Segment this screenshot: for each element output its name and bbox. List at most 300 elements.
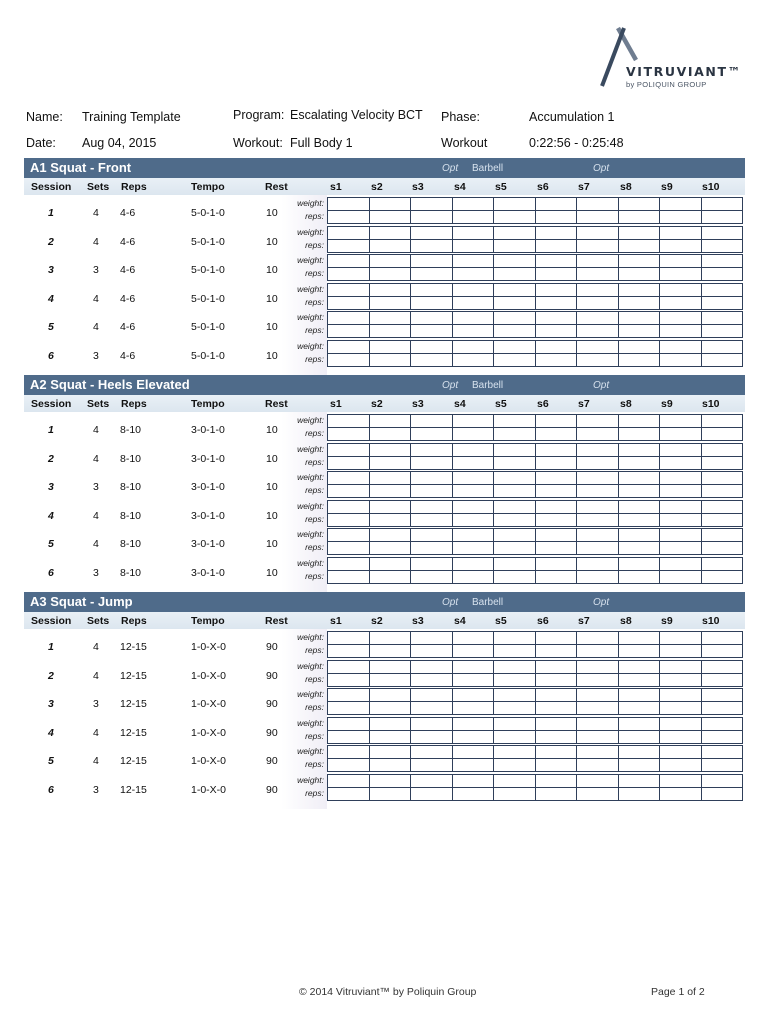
weight-input-cell[interactable]	[369, 774, 411, 787]
weight-input-cell[interactable]	[577, 500, 619, 513]
reps-input-cell[interactable]	[701, 353, 743, 366]
reps-input-cell[interactable]	[701, 759, 743, 772]
reps-input-cell[interactable]	[618, 542, 660, 555]
weight-input-cell[interactable]	[577, 198, 619, 211]
weight-input-cell[interactable]	[452, 255, 494, 268]
weight-input-cell[interactable]	[369, 312, 411, 325]
reps-input-cell[interactable]	[411, 268, 453, 281]
reps-input-cell[interactable]	[660, 673, 702, 686]
weight-input-cell[interactable]	[618, 312, 660, 325]
reps-input-cell[interactable]	[494, 542, 536, 555]
weight-input-cell[interactable]	[618, 774, 660, 787]
weight-input-cell[interactable]	[494, 443, 536, 456]
weight-input-cell[interactable]	[618, 255, 660, 268]
weight-input-cell[interactable]	[660, 500, 702, 513]
weight-input-cell[interactable]	[411, 283, 453, 296]
reps-input-cell[interactable]	[660, 268, 702, 281]
reps-input-cell[interactable]	[660, 353, 702, 366]
reps-input-cell[interactable]	[494, 645, 536, 658]
weight-input-cell[interactable]	[452, 283, 494, 296]
reps-input-cell[interactable]	[369, 702, 411, 715]
reps-input-cell[interactable]	[452, 211, 494, 224]
reps-input-cell[interactable]	[701, 513, 743, 526]
reps-input-cell[interactable]	[577, 702, 619, 715]
weight-input-cell[interactable]	[494, 717, 536, 730]
reps-input-cell[interactable]	[577, 239, 619, 252]
weight-input-cell[interactable]	[535, 557, 577, 570]
reps-input-cell[interactable]	[411, 353, 453, 366]
weight-input-cell[interactable]	[411, 198, 453, 211]
weight-input-cell[interactable]	[411, 472, 453, 485]
reps-input-cell[interactable]	[660, 456, 702, 469]
weight-input-cell[interactable]	[660, 529, 702, 542]
weight-input-cell[interactable]	[577, 717, 619, 730]
weight-input-cell[interactable]	[452, 415, 494, 428]
reps-input-cell[interactable]	[535, 645, 577, 658]
reps-input-cell[interactable]	[494, 485, 536, 498]
reps-input-cell[interactable]	[411, 759, 453, 772]
reps-input-cell[interactable]	[701, 211, 743, 224]
weight-input-cell[interactable]	[618, 415, 660, 428]
reps-input-cell[interactable]	[411, 428, 453, 441]
reps-input-cell[interactable]	[701, 325, 743, 338]
weight-input-cell[interactable]	[577, 472, 619, 485]
weight-input-cell[interactable]	[411, 529, 453, 542]
weight-input-cell[interactable]	[660, 557, 702, 570]
reps-input-cell[interactable]	[411, 485, 453, 498]
weight-input-cell[interactable]	[452, 443, 494, 456]
reps-input-cell[interactable]	[618, 325, 660, 338]
weight-input-cell[interactable]	[660, 632, 702, 645]
weight-input-cell[interactable]	[660, 198, 702, 211]
reps-input-cell[interactable]	[328, 268, 370, 281]
weight-input-cell[interactable]	[577, 255, 619, 268]
weight-input-cell[interactable]	[452, 632, 494, 645]
weight-input-cell[interactable]	[701, 415, 743, 428]
weight-input-cell[interactable]	[452, 557, 494, 570]
weight-input-cell[interactable]	[328, 774, 370, 787]
reps-input-cell[interactable]	[369, 211, 411, 224]
reps-input-cell[interactable]	[452, 673, 494, 686]
weight-input-cell[interactable]	[494, 746, 536, 759]
weight-input-cell[interactable]	[328, 529, 370, 542]
weight-input-cell[interactable]	[452, 198, 494, 211]
reps-input-cell[interactable]	[618, 702, 660, 715]
reps-input-cell[interactable]	[618, 673, 660, 686]
reps-input-cell[interactable]	[411, 645, 453, 658]
weight-input-cell[interactable]	[577, 340, 619, 353]
weight-input-cell[interactable]	[577, 312, 619, 325]
weight-input-cell[interactable]	[494, 557, 536, 570]
weight-input-cell[interactable]	[411, 340, 453, 353]
weight-input-cell[interactable]	[660, 472, 702, 485]
reps-input-cell[interactable]	[452, 645, 494, 658]
reps-input-cell[interactable]	[535, 353, 577, 366]
weight-input-cell[interactable]	[701, 255, 743, 268]
weight-input-cell[interactable]	[494, 500, 536, 513]
weight-input-cell[interactable]	[494, 774, 536, 787]
weight-input-cell[interactable]	[535, 717, 577, 730]
weight-input-cell[interactable]	[494, 255, 536, 268]
weight-input-cell[interactable]	[411, 255, 453, 268]
weight-input-cell[interactable]	[494, 472, 536, 485]
weight-input-cell[interactable]	[660, 226, 702, 239]
reps-input-cell[interactable]	[328, 239, 370, 252]
reps-input-cell[interactable]	[618, 485, 660, 498]
weight-input-cell[interactable]	[328, 283, 370, 296]
reps-input-cell[interactable]	[577, 456, 619, 469]
reps-input-cell[interactable]	[618, 268, 660, 281]
weight-input-cell[interactable]	[660, 340, 702, 353]
reps-input-cell[interactable]	[577, 730, 619, 743]
reps-input-cell[interactable]	[494, 513, 536, 526]
reps-input-cell[interactable]	[452, 759, 494, 772]
reps-input-cell[interactable]	[535, 428, 577, 441]
weight-input-cell[interactable]	[411, 415, 453, 428]
reps-input-cell[interactable]	[494, 268, 536, 281]
reps-input-cell[interactable]	[369, 325, 411, 338]
reps-input-cell[interactable]	[660, 428, 702, 441]
weight-input-cell[interactable]	[328, 717, 370, 730]
weight-input-cell[interactable]	[369, 500, 411, 513]
reps-input-cell[interactable]	[452, 730, 494, 743]
reps-input-cell[interactable]	[535, 570, 577, 583]
weight-input-cell[interactable]	[660, 689, 702, 702]
weight-input-cell[interactable]	[369, 557, 411, 570]
weight-input-cell[interactable]	[535, 415, 577, 428]
reps-input-cell[interactable]	[494, 456, 536, 469]
weight-input-cell[interactable]	[577, 529, 619, 542]
reps-input-cell[interactable]	[701, 730, 743, 743]
reps-input-cell[interactable]	[701, 645, 743, 658]
reps-input-cell[interactable]	[411, 673, 453, 686]
reps-input-cell[interactable]	[618, 730, 660, 743]
reps-input-cell[interactable]	[535, 513, 577, 526]
reps-input-cell[interactable]	[452, 702, 494, 715]
weight-input-cell[interactable]	[452, 500, 494, 513]
weight-input-cell[interactable]	[660, 312, 702, 325]
reps-input-cell[interactable]	[328, 456, 370, 469]
weight-input-cell[interactable]	[494, 312, 536, 325]
weight-input-cell[interactable]	[494, 529, 536, 542]
reps-input-cell[interactable]	[701, 787, 743, 800]
reps-input-cell[interactable]	[701, 485, 743, 498]
weight-input-cell[interactable]	[701, 312, 743, 325]
weight-input-cell[interactable]	[660, 443, 702, 456]
weight-input-cell[interactable]	[701, 557, 743, 570]
weight-input-cell[interactable]	[577, 689, 619, 702]
weight-input-cell[interactable]	[701, 717, 743, 730]
weight-input-cell[interactable]	[701, 529, 743, 542]
weight-input-cell[interactable]	[328, 632, 370, 645]
reps-input-cell[interactable]	[369, 673, 411, 686]
reps-input-cell[interactable]	[660, 485, 702, 498]
reps-input-cell[interactable]	[618, 456, 660, 469]
reps-input-cell[interactable]	[328, 673, 370, 686]
reps-input-cell[interactable]	[328, 759, 370, 772]
weight-input-cell[interactable]	[701, 774, 743, 787]
reps-input-cell[interactable]	[369, 513, 411, 526]
reps-input-cell[interactable]	[369, 268, 411, 281]
weight-input-cell[interactable]	[369, 340, 411, 353]
weight-input-cell[interactable]	[328, 226, 370, 239]
weight-input-cell[interactable]	[660, 283, 702, 296]
reps-input-cell[interactable]	[535, 485, 577, 498]
weight-input-cell[interactable]	[411, 226, 453, 239]
weight-input-cell[interactable]	[411, 443, 453, 456]
weight-input-cell[interactable]	[328, 500, 370, 513]
reps-input-cell[interactable]	[577, 787, 619, 800]
reps-input-cell[interactable]	[411, 730, 453, 743]
reps-input-cell[interactable]	[452, 325, 494, 338]
weight-input-cell[interactable]	[328, 312, 370, 325]
weight-input-cell[interactable]	[411, 312, 453, 325]
reps-input-cell[interactable]	[577, 353, 619, 366]
reps-input-cell[interactable]	[328, 353, 370, 366]
reps-input-cell[interactable]	[618, 211, 660, 224]
weight-input-cell[interactable]	[328, 689, 370, 702]
weight-input-cell[interactable]	[452, 226, 494, 239]
reps-input-cell[interactable]	[660, 645, 702, 658]
reps-input-cell[interactable]	[452, 268, 494, 281]
reps-input-cell[interactable]	[369, 570, 411, 583]
weight-input-cell[interactable]	[369, 283, 411, 296]
reps-input-cell[interactable]	[660, 702, 702, 715]
weight-input-cell[interactable]	[535, 255, 577, 268]
weight-input-cell[interactable]	[328, 557, 370, 570]
weight-input-cell[interactable]	[660, 255, 702, 268]
weight-input-cell[interactable]	[701, 660, 743, 673]
reps-input-cell[interactable]	[660, 296, 702, 309]
reps-input-cell[interactable]	[701, 456, 743, 469]
weight-input-cell[interactable]	[618, 472, 660, 485]
weight-input-cell[interactable]	[618, 557, 660, 570]
weight-input-cell[interactable]	[660, 660, 702, 673]
weight-input-cell[interactable]	[535, 774, 577, 787]
reps-input-cell[interactable]	[577, 325, 619, 338]
weight-input-cell[interactable]	[577, 774, 619, 787]
weight-input-cell[interactable]	[701, 283, 743, 296]
reps-input-cell[interactable]	[535, 787, 577, 800]
weight-input-cell[interactable]	[701, 746, 743, 759]
weight-input-cell[interactable]	[535, 472, 577, 485]
weight-input-cell[interactable]	[577, 557, 619, 570]
weight-input-cell[interactable]	[618, 500, 660, 513]
weight-input-cell[interactable]	[535, 312, 577, 325]
reps-input-cell[interactable]	[577, 296, 619, 309]
reps-input-cell[interactable]	[701, 673, 743, 686]
weight-input-cell[interactable]	[494, 632, 536, 645]
reps-input-cell[interactable]	[577, 428, 619, 441]
reps-input-cell[interactable]	[452, 456, 494, 469]
weight-input-cell[interactable]	[328, 198, 370, 211]
reps-input-cell[interactable]	[701, 239, 743, 252]
weight-input-cell[interactable]	[494, 415, 536, 428]
weight-input-cell[interactable]	[660, 774, 702, 787]
weight-input-cell[interactable]	[535, 443, 577, 456]
reps-input-cell[interactable]	[535, 268, 577, 281]
weight-input-cell[interactable]	[369, 660, 411, 673]
weight-input-cell[interactable]	[411, 660, 453, 673]
weight-input-cell[interactable]	[411, 500, 453, 513]
weight-input-cell[interactable]	[535, 340, 577, 353]
reps-input-cell[interactable]	[328, 513, 370, 526]
weight-input-cell[interactable]	[494, 283, 536, 296]
weight-input-cell[interactable]	[701, 340, 743, 353]
weight-input-cell[interactable]	[618, 443, 660, 456]
weight-input-cell[interactable]	[494, 660, 536, 673]
reps-input-cell[interactable]	[577, 268, 619, 281]
reps-input-cell[interactable]	[369, 485, 411, 498]
weight-input-cell[interactable]	[494, 226, 536, 239]
weight-input-cell[interactable]	[369, 689, 411, 702]
reps-input-cell[interactable]	[411, 296, 453, 309]
reps-input-cell[interactable]	[660, 325, 702, 338]
reps-input-cell[interactable]	[369, 787, 411, 800]
weight-input-cell[interactable]	[660, 717, 702, 730]
reps-input-cell[interactable]	[660, 759, 702, 772]
reps-input-cell[interactable]	[328, 485, 370, 498]
weight-input-cell[interactable]	[328, 255, 370, 268]
weight-input-cell[interactable]	[618, 717, 660, 730]
reps-input-cell[interactable]	[577, 542, 619, 555]
reps-input-cell[interactable]	[452, 542, 494, 555]
reps-input-cell[interactable]	[660, 730, 702, 743]
reps-input-cell[interactable]	[577, 759, 619, 772]
weight-input-cell[interactable]	[535, 689, 577, 702]
reps-input-cell[interactable]	[411, 702, 453, 715]
weight-input-cell[interactable]	[701, 632, 743, 645]
reps-input-cell[interactable]	[411, 239, 453, 252]
reps-input-cell[interactable]	[618, 759, 660, 772]
weight-input-cell[interactable]	[701, 443, 743, 456]
weight-input-cell[interactable]	[535, 283, 577, 296]
reps-input-cell[interactable]	[618, 513, 660, 526]
weight-input-cell[interactable]	[328, 660, 370, 673]
weight-input-cell[interactable]	[618, 660, 660, 673]
reps-input-cell[interactable]	[452, 787, 494, 800]
reps-input-cell[interactable]	[369, 645, 411, 658]
reps-input-cell[interactable]	[328, 542, 370, 555]
weight-input-cell[interactable]	[535, 198, 577, 211]
reps-input-cell[interactable]	[660, 239, 702, 252]
weight-input-cell[interactable]	[328, 746, 370, 759]
reps-input-cell[interactable]	[618, 787, 660, 800]
reps-input-cell[interactable]	[701, 268, 743, 281]
reps-input-cell[interactable]	[452, 353, 494, 366]
reps-input-cell[interactable]	[411, 211, 453, 224]
weight-input-cell[interactable]	[411, 689, 453, 702]
weight-input-cell[interactable]	[577, 443, 619, 456]
weight-input-cell[interactable]	[577, 632, 619, 645]
reps-input-cell[interactable]	[535, 239, 577, 252]
reps-input-cell[interactable]	[618, 570, 660, 583]
weight-input-cell[interactable]	[535, 660, 577, 673]
weight-input-cell[interactable]	[452, 472, 494, 485]
weight-input-cell[interactable]	[411, 746, 453, 759]
reps-input-cell[interactable]	[660, 211, 702, 224]
weight-input-cell[interactable]	[701, 689, 743, 702]
reps-input-cell[interactable]	[494, 211, 536, 224]
reps-input-cell[interactable]	[618, 645, 660, 658]
weight-input-cell[interactable]	[452, 660, 494, 673]
reps-input-cell[interactable]	[369, 730, 411, 743]
weight-input-cell[interactable]	[618, 198, 660, 211]
reps-input-cell[interactable]	[452, 513, 494, 526]
reps-input-cell[interactable]	[701, 570, 743, 583]
reps-input-cell[interactable]	[494, 730, 536, 743]
weight-input-cell[interactable]	[328, 443, 370, 456]
reps-input-cell[interactable]	[411, 456, 453, 469]
reps-input-cell[interactable]	[535, 211, 577, 224]
reps-input-cell[interactable]	[494, 239, 536, 252]
reps-input-cell[interactable]	[328, 702, 370, 715]
reps-input-cell[interactable]	[452, 239, 494, 252]
weight-input-cell[interactable]	[369, 226, 411, 239]
reps-input-cell[interactable]	[618, 428, 660, 441]
weight-input-cell[interactable]	[369, 415, 411, 428]
reps-input-cell[interactable]	[452, 485, 494, 498]
reps-input-cell[interactable]	[660, 542, 702, 555]
reps-input-cell[interactable]	[577, 485, 619, 498]
weight-input-cell[interactable]	[577, 283, 619, 296]
reps-input-cell[interactable]	[618, 239, 660, 252]
reps-input-cell[interactable]	[660, 787, 702, 800]
weight-input-cell[interactable]	[577, 415, 619, 428]
weight-input-cell[interactable]	[411, 557, 453, 570]
reps-input-cell[interactable]	[369, 428, 411, 441]
weight-input-cell[interactable]	[369, 443, 411, 456]
reps-input-cell[interactable]	[618, 296, 660, 309]
weight-input-cell[interactable]	[701, 500, 743, 513]
reps-input-cell[interactable]	[494, 787, 536, 800]
reps-input-cell[interactable]	[411, 513, 453, 526]
weight-input-cell[interactable]	[452, 529, 494, 542]
weight-input-cell[interactable]	[411, 632, 453, 645]
weight-input-cell[interactable]	[452, 717, 494, 730]
reps-input-cell[interactable]	[494, 325, 536, 338]
weight-input-cell[interactable]	[535, 226, 577, 239]
weight-input-cell[interactable]	[328, 472, 370, 485]
weight-input-cell[interactable]	[328, 415, 370, 428]
weight-input-cell[interactable]	[452, 774, 494, 787]
weight-input-cell[interactable]	[618, 529, 660, 542]
reps-input-cell[interactable]	[328, 428, 370, 441]
reps-input-cell[interactable]	[577, 673, 619, 686]
reps-input-cell[interactable]	[660, 570, 702, 583]
weight-input-cell[interactable]	[535, 632, 577, 645]
reps-input-cell[interactable]	[369, 542, 411, 555]
weight-input-cell[interactable]	[452, 312, 494, 325]
weight-input-cell[interactable]	[577, 746, 619, 759]
reps-input-cell[interactable]	[701, 542, 743, 555]
weight-input-cell[interactable]	[369, 746, 411, 759]
weight-input-cell[interactable]	[577, 660, 619, 673]
reps-input-cell[interactable]	[328, 570, 370, 583]
weight-input-cell[interactable]	[618, 283, 660, 296]
weight-input-cell[interactable]	[369, 255, 411, 268]
weight-input-cell[interactable]	[618, 632, 660, 645]
weight-input-cell[interactable]	[660, 746, 702, 759]
weight-input-cell[interactable]	[369, 198, 411, 211]
reps-input-cell[interactable]	[535, 759, 577, 772]
reps-input-cell[interactable]	[535, 542, 577, 555]
reps-input-cell[interactable]	[369, 239, 411, 252]
reps-input-cell[interactable]	[701, 296, 743, 309]
weight-input-cell[interactable]	[701, 226, 743, 239]
weight-input-cell[interactable]	[452, 340, 494, 353]
reps-input-cell[interactable]	[535, 456, 577, 469]
